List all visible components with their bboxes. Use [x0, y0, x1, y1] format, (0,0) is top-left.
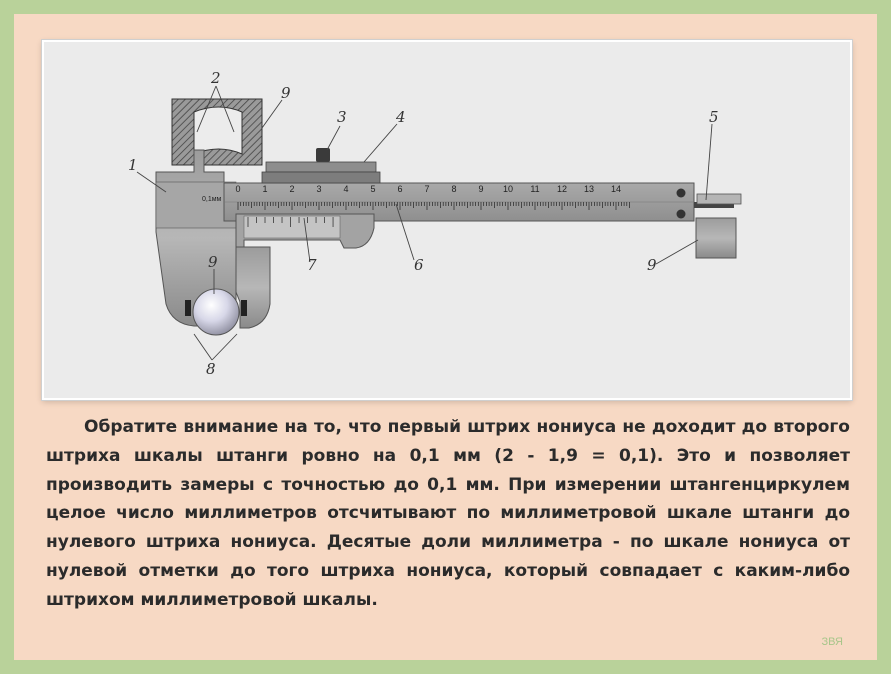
caliper-diagram: [44, 42, 850, 398]
label-part-5: 5: [709, 108, 719, 126]
depth-gauge: [694, 194, 741, 258]
caliper-figure: [42, 40, 852, 400]
measured-ball: [193, 289, 239, 335]
label-part-8: 8: [206, 360, 216, 378]
scale-number-13: 13: [583, 184, 595, 194]
explanation-text: Обратите внимание на то, что первый штрих нониуса не доходит до второго штриха шкалы штанги ровно на 0,1 мм (2 - 1,9 = 0,1). Это и позволяет производить замеры с точностью до 0,1 мм. При измерении штангенциркулем целое число миллиметров отсчитывают по миллиметровой шкале штанги до нулевого штриха нониуса. Десятые доли миллиметра - по шкале нониуса от нулевой отметки до того штриха нониуса, который совпадает с каким-либо штрихом миллиметровой шкалы.: [46, 417, 850, 610]
label-part-1: 1: [128, 156, 138, 174]
label-part-9-top: 9: [281, 84, 291, 102]
scale-number-11: 11: [530, 184, 540, 194]
label-part-9-ball: 9: [208, 253, 218, 271]
scale-number-12: 12: [556, 184, 568, 194]
label-part-3: 3: [337, 108, 347, 126]
label-part-6: 6: [414, 256, 424, 274]
scale-number-8: 8: [451, 184, 457, 194]
scale-number-3: 3: [316, 184, 322, 194]
scale-number-2: 2: [289, 184, 295, 194]
scale-number-7: 7: [424, 184, 430, 194]
label-part-7: 7: [307, 256, 317, 274]
scale-number-1: 1: [262, 184, 268, 194]
watermark: ЗВЯ: [821, 636, 843, 648]
label-part-4: 4: [396, 108, 406, 126]
label-part-2: 2: [211, 69, 221, 87]
jaw-tip-right: [241, 300, 247, 316]
upper-measured-part: [172, 99, 262, 165]
scale-number-4: 4: [343, 184, 349, 194]
scale-number-9: 9: [478, 184, 484, 194]
scale-number-10: 10: [502, 184, 514, 194]
scale-number-5: 5: [370, 184, 376, 194]
scale-number-14: 14: [610, 184, 622, 194]
main-scale-numbers: [235, 184, 621, 194]
scale-number-0: 0: [235, 184, 241, 194]
scale-number-6: 6: [397, 184, 403, 194]
clamp-screw: [262, 148, 380, 183]
jaw-tip-left: [185, 300, 191, 316]
label-part-9-right: 9: [647, 256, 657, 274]
vernier-unit-label: 0,1мм: [202, 196, 222, 203]
